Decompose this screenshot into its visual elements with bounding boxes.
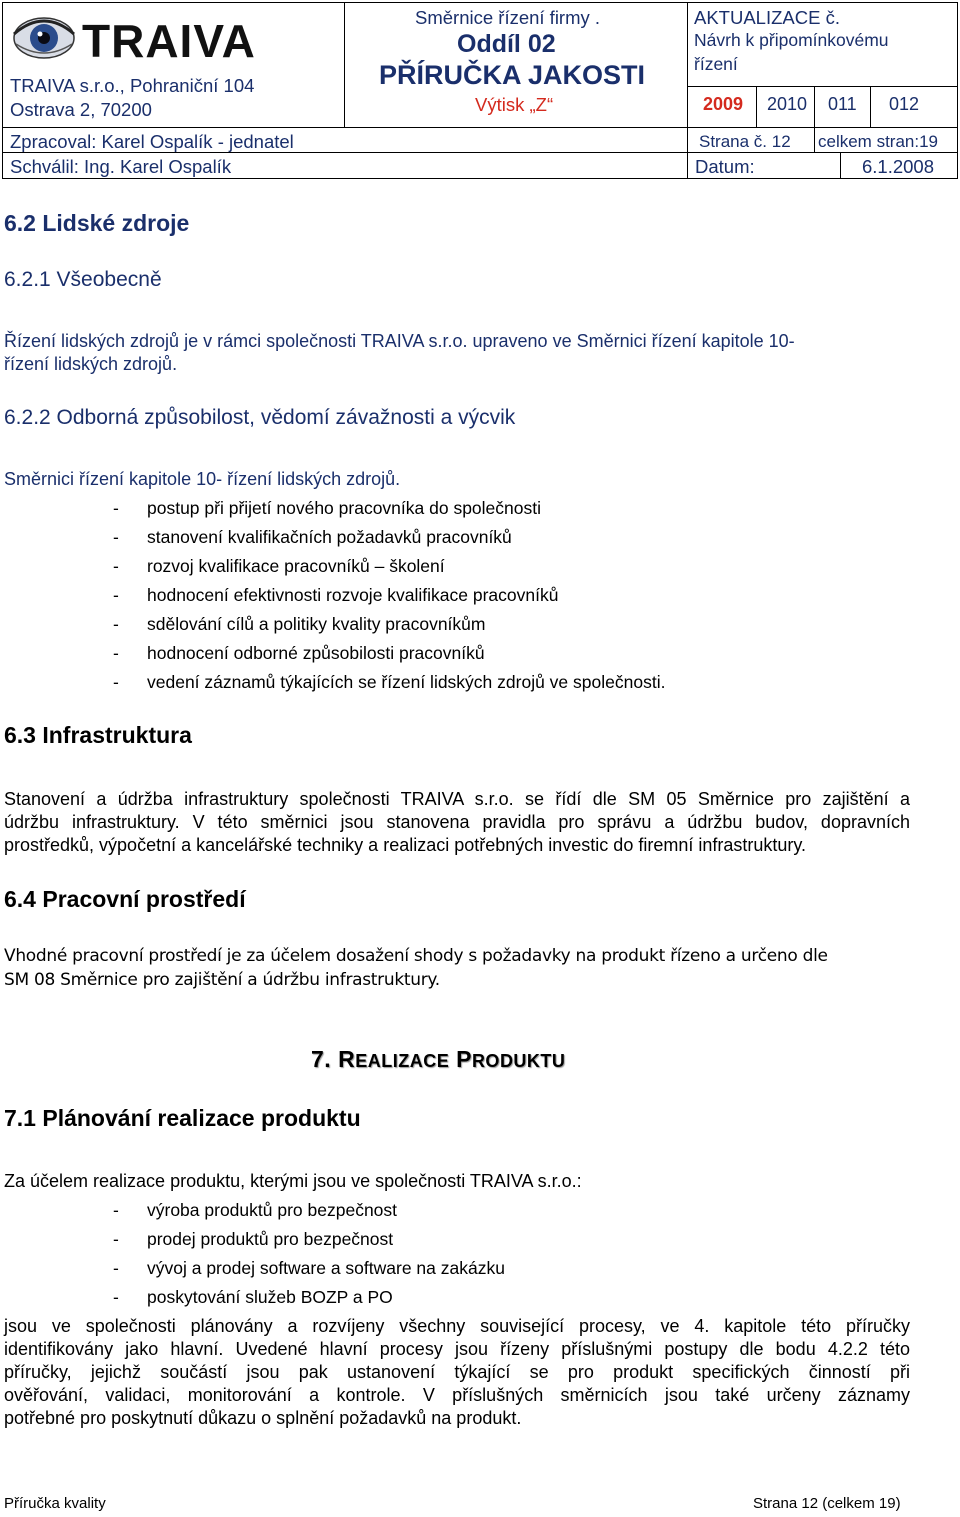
year-012: 012 <box>889 94 920 114</box>
manual-title: PŘÍRUČKA JAKOSTI <box>379 60 646 90</box>
update-label: AKTUALIZACE č. <box>694 7 840 28</box>
paragraph-6-4-line2: SM 08 Směrnice pro zajištění a údržbu infrastruktury. <box>4 970 440 990</box>
section-label: Oddíl 02 <box>457 30 556 58</box>
heading-6-3: 6.3 Infrastruktura <box>4 722 192 748</box>
chapter-number: 7. <box>311 1046 332 1072</box>
list-dash: - <box>113 1258 119 1278</box>
draft-label-2: řízení <box>694 54 738 74</box>
company-address-line1: TRAIVA s.r.o., Pohraniční 104 <box>10 75 255 96</box>
list-dash: - <box>113 556 119 576</box>
list-dash: - <box>113 643 119 663</box>
paragraph-7-1-intro: Za účelem realizace produktu, kterými jsou ve společnosti TRAIVA s.r.o.: <box>4 1171 582 1191</box>
prepared-by: Zpracoval: Karel Ospalík - jednatel <box>10 131 294 152</box>
year-011: 011 <box>828 94 857 114</box>
list-item: hodnocení efektivnosti rozvoje kvalifikace pracovníků <box>147 585 559 605</box>
list-dash: - <box>113 1287 119 1307</box>
heading-6-4: 6.4 Pracovní prostředí <box>4 886 246 912</box>
list-item: vývoj a prodej software a software na zakázku <box>147 1258 505 1278</box>
draft-label-1: Návrh k připomínkovému <box>694 30 889 50</box>
heading-6-2-2: 6.2.2 Odborná způsobilost, vědomí závažnosti a výcvik <box>4 406 516 429</box>
list-dash: - <box>113 1229 119 1249</box>
doc-type: Směrnice řízení firmy . <box>415 7 601 28</box>
page-label: Strana č. 12 <box>699 132 791 151</box>
paragraph-6-3-line2: údržbu infrastruktury. V této směrnici jsou stanovena pravidla pro správu a údržbu budov, dopravních <box>4 812 910 832</box>
total-pages: celkem stran:19 <box>818 132 938 151</box>
approved-by: Schválil: Ing. Karel Ospalík <box>10 156 232 177</box>
paragraph-6-4-line1: Vhodné pracovní prostředí je za účelem dosažení shody s požadavky na produkt řízeno a určeno dle <box>4 946 828 966</box>
issue-label: Výtisk „Z“ <box>475 94 554 115</box>
company-address-line2: Ostrava 2, 70200 <box>10 99 152 120</box>
list-item: poskytování služeb BOZP a PO <box>147 1287 393 1307</box>
heading-6-2: 6.2 Lidské zdroje <box>4 210 190 236</box>
list-item: rozvoj kvalifikace pracovníků – školení <box>147 556 445 576</box>
chapter-7-title <box>311 1046 565 1073</box>
heading-6-2-1: 6.2.1 Všeobecně <box>4 268 162 291</box>
chapter-word1-initial: R <box>338 1046 356 1072</box>
year-2010: 2010 <box>767 94 808 114</box>
paragraph-6-2-2-intro: Směrnici řízení kapitole 10- řízení lidských zdrojů. <box>4 469 401 489</box>
paragraph-6-3-line1: Stanovení a údržba infrastruktury společnosti TRAIVA s.r.o. se řídí dle SM 05 Směrnice pro zajištění a <box>4 789 910 809</box>
year-2009: 2009 <box>703 94 744 114</box>
date-label: Datum: <box>695 156 755 177</box>
footer-left: Příručka kvality <box>4 1495 106 1512</box>
chapter-word1-rest: EALIZACE <box>355 1051 450 1071</box>
list-item: sdělování cílů a politiky kvality pracovníkům <box>147 614 486 634</box>
paragraph-7-1-line2: identifikovány jako hlavní. Uvedené hlavní procesy jsou řízeny příslušnými postupy dle bodu 4.2.2 této <box>4 1339 910 1359</box>
paragraph-7-1-line4: ověřování, validaci, monitorování a kontrole. V příslušných směrnicích jsou také určeny záznamy <box>4 1385 910 1405</box>
list-item: vedení záznamů týkajících se řízení lidských zdrojů ve společnosti. <box>147 672 666 692</box>
paragraph-7-1-line5: potřebné pro poskytnutí důkazu o splnění požadavků na produkt. <box>4 1408 522 1428</box>
list-item: výroba produktů pro bezpečnost <box>147 1200 398 1220</box>
paragraph-7-1-line1: jsou ve společnosti plánovány a rozvíjeny všechny související procesy, ve 4. kapitole této příručky <box>4 1316 910 1336</box>
logo-wordmark: TRAIVA <box>82 15 256 67</box>
chapter-word2-rest: RODUKTU <box>471 1051 566 1071</box>
paragraph-6-2-1-line1: Řízení lidských zdrojů je v rámci společnosti TRAIVA s.r.o. upraveno ve Směrnici řízení kapitole 10- <box>4 331 795 351</box>
paragraph-6-3-line3: prostředků, výpočetní a kancelářské techniky a realizaci potřebných investic do firemní infrastruktury. <box>4 835 807 855</box>
list-dash: - <box>113 527 119 547</box>
list-item: stanovení kvalifikačních požadavků pracovníků <box>147 527 512 547</box>
paragraph-6-2-1-line2: řízení lidských zdrojů. <box>4 354 178 374</box>
list-item: hodnocení odborné způsobilosti pracovníků <box>147 643 485 663</box>
footer-right: Strana 12 (celkem 19) <box>753 1495 901 1512</box>
list-item: postup při přijetí nového pracovníka do společnosti <box>147 498 541 518</box>
list-dash: - <box>113 614 119 634</box>
list-dash: - <box>113 498 119 518</box>
list-dash: - <box>113 1200 119 1220</box>
heading-7-1: 7.1 Plánování realizace produktu <box>4 1105 361 1131</box>
list-dash: - <box>113 585 119 605</box>
chapter-word2-initial: P <box>456 1046 472 1072</box>
list-item: prodej produktů pro bezpečnost <box>147 1229 394 1249</box>
paragraph-7-1-line3: příručky, jejichž součástí jsou pak ustanovení týkající se pro produkt specifických činností při <box>4 1362 910 1382</box>
date-value: 6.1.2008 <box>862 156 935 177</box>
list-dash: - <box>113 672 119 692</box>
document-header <box>2 2 958 180</box>
